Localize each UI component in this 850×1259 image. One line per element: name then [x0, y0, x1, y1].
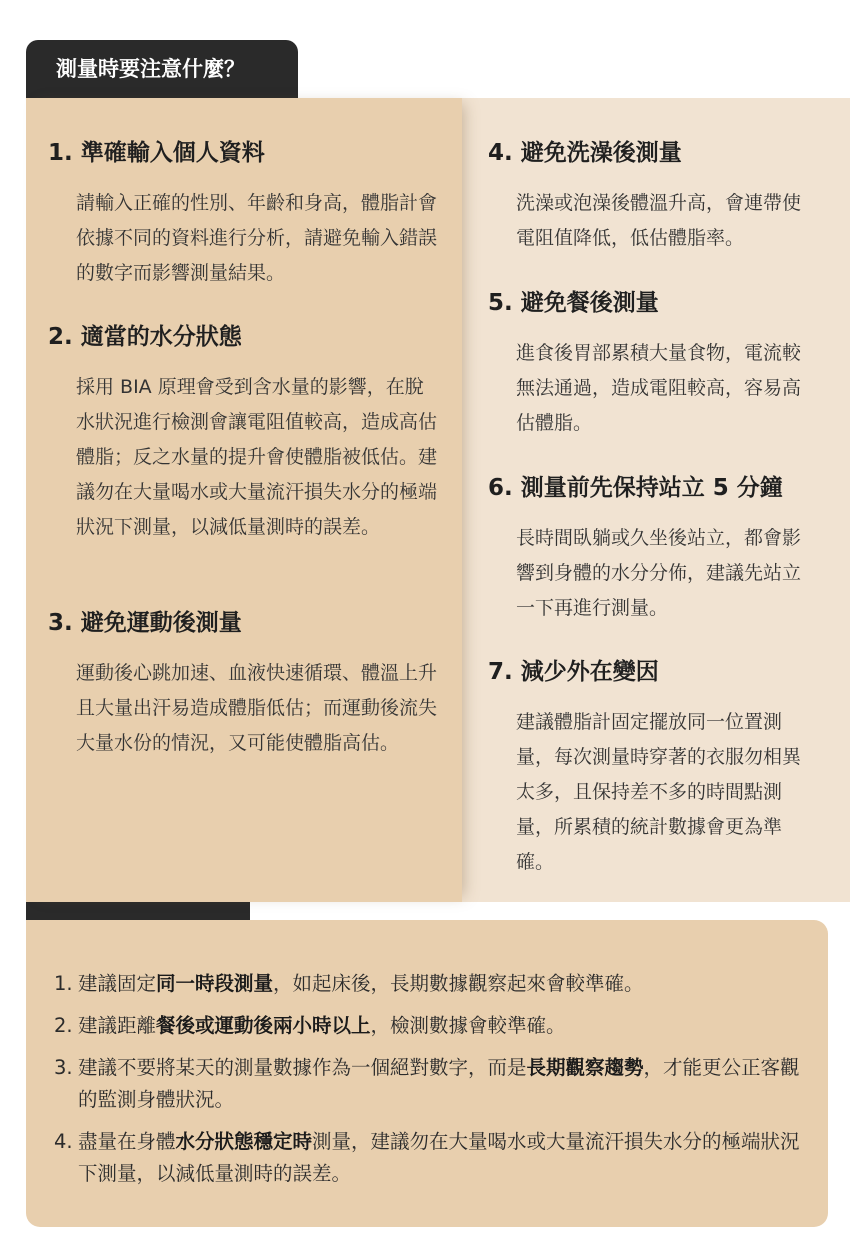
tip-number: 4. [54, 1130, 73, 1153]
note-body: 洗澡或泡澡後體溫升高，會連帶使電阻值降低，低估體脂率。 [516, 191, 802, 249]
note-title: 4. 避免洗澡後測量 [488, 140, 682, 166]
tip-text: 建議不要將某天的測量數據作為一個絕對數字，而是長期觀察趨勢，才能更公正客觀的監測身體狀況。 [78, 1056, 800, 1111]
note-body: 進食後胃部累積大量食物，電流較無法通過，造成電阻較高，容易高估體脂。 [516, 341, 802, 434]
tip-emphasis: 長期觀察趨勢 [526, 1056, 644, 1079]
section-title-text: 測量時要注意什麼？ [56, 56, 245, 81]
note-body: 建議體脂計固定擺放同一位置測量，每次測量時穿著的衣服勿相異太多，且保持差不多的時間點測量，所累積的統計數據會更為準確。 [516, 710, 802, 873]
section-title-measurement-notes [26, 40, 298, 98]
note-body: 請輸入正確的性別、年齡和身高，體脂計會依據不同的資料進行分析，請避免輸入錯誤的數字而影響測量結果。 [76, 191, 438, 284]
tip-number: 3. [54, 1056, 73, 1079]
note-item [488, 659, 816, 880]
tip-text: 盡量在身體水分狀態穩定時測量，建議勿在大量喝水或大量流汗損失水分的極端狀況下測量，以減低量測時的誤差。 [78, 1130, 800, 1185]
note-title: 3. 避免運動後測量 [48, 610, 242, 636]
tip-number: 2. [54, 1014, 73, 1037]
tip-item [54, 968, 806, 1000]
tip-text: 建議固定同一時段測量，如起床後，長期數據觀察起來會較準確。 [78, 972, 644, 995]
tip-item [54, 1126, 806, 1190]
note-item [488, 140, 816, 256]
suggested-time-panel [26, 920, 828, 1227]
notes-panel-left [26, 98, 462, 902]
note-item [48, 610, 438, 761]
tip-number: 1. [54, 972, 73, 995]
note-title: 7. 減少外在變因 [488, 659, 659, 685]
note-item [48, 324, 438, 545]
tip-emphasis: 水分狀態穩定時 [175, 1130, 313, 1153]
note-item [488, 290, 816, 441]
note-item [488, 475, 816, 626]
note-item [48, 140, 438, 291]
tip-emphasis: 餐後或運動後兩小時以上 [156, 1014, 371, 1037]
note-body: 採用 BIA 原理會受到含水量的影響，在脫水狀況進行檢測會讓電阻值較高，造成高估體脂；反之水量的提升會使體脂被低估。建議勿在大量喝水或大量流汗損失水分的極端狀況下測量，以減低量測時的誤差。 [76, 375, 438, 538]
tip-text: 建議距離餐後或運動後兩小時以上，檢測數據會較準確。 [78, 1014, 566, 1037]
note-title: 6. 測量前先保持站立 5 分鐘 [488, 475, 783, 501]
tip-emphasis: 同一時段測量 [156, 972, 274, 995]
notes-panel-right [460, 98, 850, 902]
tip-item [54, 1052, 806, 1116]
note-title: 5. 避免餐後測量 [488, 290, 659, 316]
note-title: 1. 準確輸入個人資料 [48, 140, 265, 166]
note-body: 運動後心跳加速、血液快速循環、體溫上升且大量出汗易造成體脂低估；而運動後流失大量水份的情況，又可能使體脂高估。 [76, 661, 438, 754]
tip-item [54, 1010, 806, 1042]
note-body: 長時間臥躺或久坐後站立，都會影響到身體的水分分佈，建議先站立一下再進行測量。 [516, 526, 802, 619]
tips-list [54, 968, 806, 1200]
note-title: 2. 適當的水分狀態 [48, 324, 242, 350]
